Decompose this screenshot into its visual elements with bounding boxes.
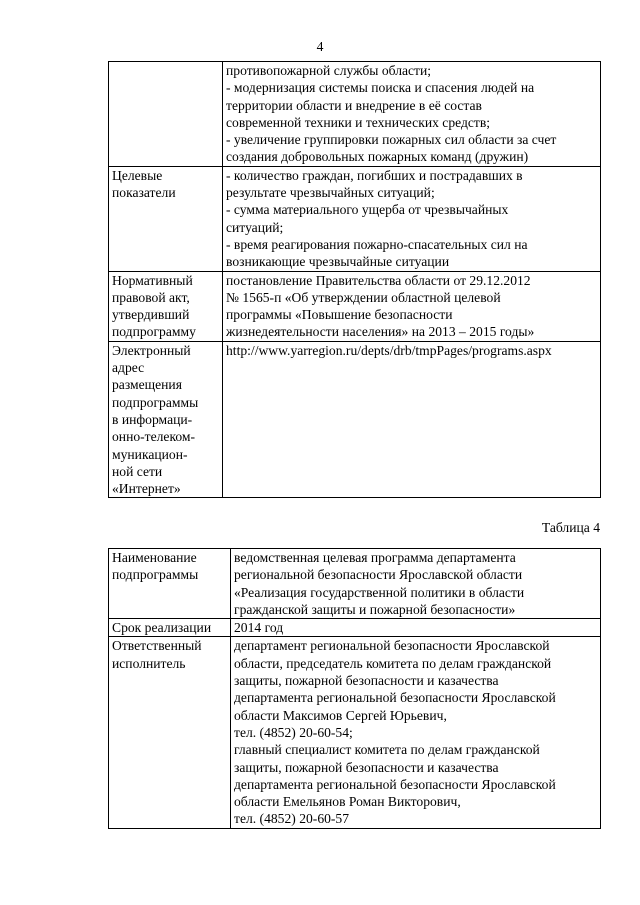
table-row xyxy=(109,271,601,341)
content-line: - сумма материального ущерба от чрезвычайных xyxy=(226,202,509,218)
label-line: муникацион- xyxy=(112,446,188,462)
label-line: правовой акт, xyxy=(112,289,190,305)
content-line: - модернизация системы поиска и спасения людей на xyxy=(226,80,535,96)
table-row xyxy=(109,637,601,828)
label-line: размещения xyxy=(112,377,182,393)
content-line: - время реагирования пожарно-спасательных сил на xyxy=(226,236,528,252)
page-number: 4 xyxy=(316,39,324,54)
row-label-cell xyxy=(109,549,231,619)
table-row xyxy=(109,619,601,637)
row-label-cell xyxy=(109,619,231,637)
content-line: постановление Правительства области от 29.12.2012 xyxy=(226,272,531,288)
label-line: «Интернет» xyxy=(112,481,181,497)
row-label-cell xyxy=(109,166,223,271)
content-line: 2014 год xyxy=(234,620,284,636)
content-line: тел. (4852) 20-60-57 xyxy=(234,811,350,827)
label-line: в информаци- xyxy=(112,411,193,427)
content-line: - количество граждан, погибших и пострадавших в xyxy=(226,167,523,183)
content-line: области, председатель комитета по делам гражданской xyxy=(234,655,552,671)
content-line: тел. (4852) 20-60-54; xyxy=(234,724,353,740)
label-line: Наименование xyxy=(112,550,197,565)
content-line: защиты, пожарной безопасности и казачества xyxy=(234,759,499,775)
content-line: создания добровольных пожарных команд (дружин) xyxy=(226,149,529,165)
row-label-cell xyxy=(109,341,223,498)
content-line: региональной безопасности Ярославской области xyxy=(234,567,523,583)
content-line: ситуаций; xyxy=(226,219,284,235)
content-line: «Реализация государственной политики в области xyxy=(234,584,525,600)
row-content-cell xyxy=(223,166,601,271)
label-line: исполнитель xyxy=(112,655,186,671)
table-row xyxy=(109,62,601,167)
label-line: Нормативный xyxy=(112,272,193,288)
label-line: утвердивший xyxy=(112,307,190,323)
content-line: результате чрезвычайных ситуаций; xyxy=(226,185,435,201)
content-line: ведомственная целевая программа департамента xyxy=(234,550,516,565)
row-label-cell xyxy=(109,62,223,167)
content-line: современной техники и технических средств; xyxy=(226,114,491,130)
content-line: программы «Повышение безопасности xyxy=(226,307,453,323)
content-line: - увеличение группировки пожарных сил области за счет xyxy=(226,132,557,148)
content-line: http://www.yarregion.ru/depts/drb/tmpPages/programs.aspx xyxy=(226,342,552,358)
content-line: департамента региональной безопасности Ярославской xyxy=(234,690,556,706)
label-line: подпрограммы xyxy=(112,394,199,410)
content-line: области Емельянов Роман Викторович, xyxy=(234,794,461,810)
table-row xyxy=(109,166,601,271)
content-line: защиты, пожарной безопасности и казачества xyxy=(234,673,499,689)
content-line: департамент региональной безопасности Ярославской xyxy=(234,638,550,654)
label-line: адрес xyxy=(112,360,145,376)
label-line: ной сети xyxy=(112,463,163,479)
subprogram-passport-table xyxy=(108,548,601,829)
label-line: подпрограммы xyxy=(112,567,199,583)
label-line: показатели xyxy=(112,185,176,201)
content-line: территории области и внедрение в её состав xyxy=(226,97,482,113)
row-content-cell xyxy=(231,619,601,637)
content-line: жизнедеятельности населения» на 2013 – 2015 годы» xyxy=(226,324,535,340)
row-label-cell xyxy=(109,637,231,828)
passport-table-continued xyxy=(108,61,601,498)
row-label-cell xyxy=(109,271,223,341)
label-line: подпрограмму xyxy=(112,324,196,340)
row-content-cell xyxy=(223,341,601,498)
content-line: области Максимов Сергей Юрьевич, xyxy=(234,707,447,723)
label-line: онно-телеком- xyxy=(112,429,196,445)
label-line: Срок реализации xyxy=(112,620,212,636)
content-line: главный специалист комитета по делам гражданской xyxy=(234,742,540,758)
label-line: Ответственный xyxy=(112,638,202,654)
content-line: № 1565-п «Об утверждении областной целевой xyxy=(226,289,501,305)
content-line: возникающие чрезвычайные ситуации xyxy=(226,254,450,270)
content-line: департамента региональной безопасности Ярославской xyxy=(234,776,556,792)
table-caption: Таблица 4 xyxy=(541,520,600,535)
row-content-cell xyxy=(231,637,601,828)
row-content-cell xyxy=(223,271,601,341)
label-line: Целевые xyxy=(112,167,163,183)
table-row xyxy=(109,341,601,498)
table-row xyxy=(109,549,601,619)
content-line: противопожарной службы области; xyxy=(226,63,432,78)
row-content-cell xyxy=(231,549,601,619)
content-line: гражданской защиты и пожарной безопасности» xyxy=(234,601,516,617)
row-content-cell xyxy=(223,62,601,167)
label-line: Электронный xyxy=(112,342,191,358)
